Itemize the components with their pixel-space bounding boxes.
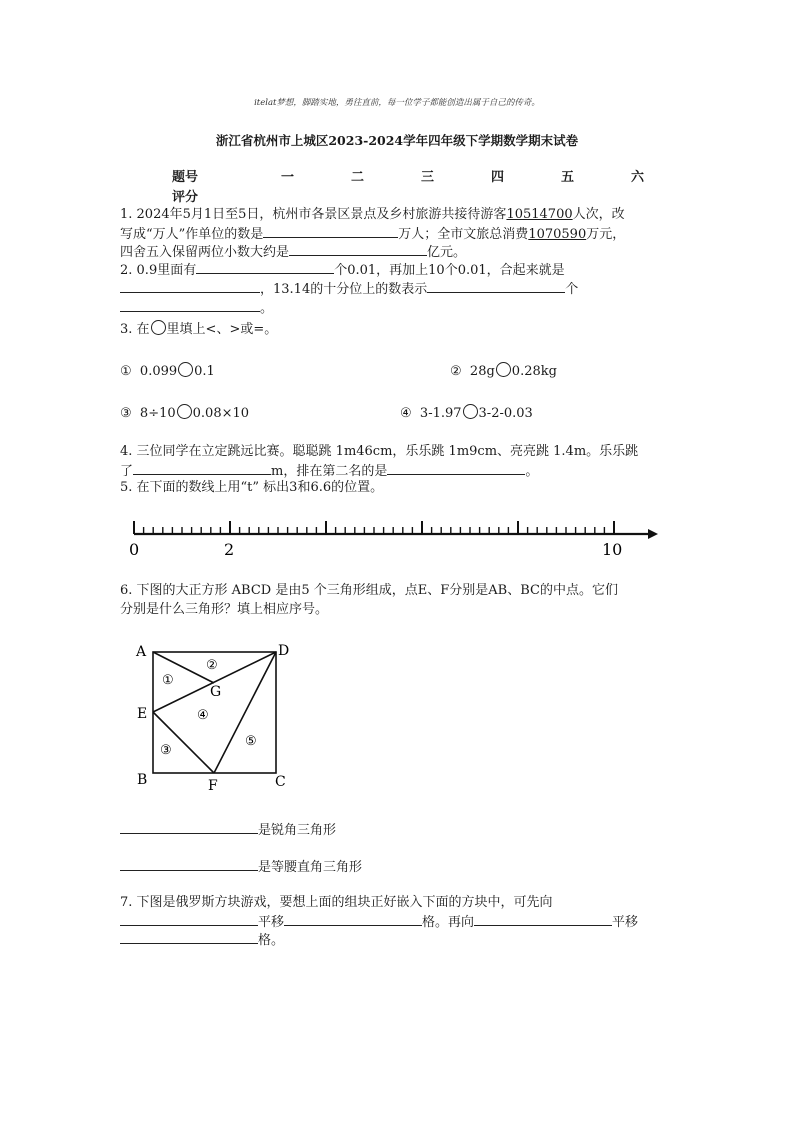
q2-blank-4[interactable] [120, 298, 260, 312]
q2-line2: ，13.14的十分位上的数表示 个 [120, 279, 578, 299]
region-1: ① [162, 673, 174, 688]
q7-blank-1[interactable] [120, 912, 258, 926]
q1-visitor-number: 10514700 [506, 207, 573, 222]
q3-item-2: ② 28g 0.28kg [450, 364, 557, 379]
point-c: C [275, 774, 286, 790]
compare-circle-3[interactable] [177, 404, 192, 419]
q2-blank-1[interactable] [196, 260, 334, 274]
q3-stem: 3. 在 里填上<、>或=。 [120, 322, 278, 337]
q2-blank-2[interactable] [120, 279, 260, 293]
q4-blank-1[interactable] [133, 461, 271, 475]
q6-blank-2[interactable] [120, 857, 258, 871]
compare-circle-1[interactable] [178, 362, 193, 377]
q6-line2: 分别是什么三角形？填上相应序号。 [120, 602, 329, 617]
q6-answer-2: 是等腰直角三角形 [120, 857, 362, 877]
point-d: D [278, 643, 290, 659]
region-2: ② [206, 658, 218, 673]
q7-line1: 7. 下图是俄罗斯方块游戏，要想上面的组块正好嵌入下面的方块中，可先向 [120, 895, 553, 910]
point-b: B [137, 772, 148, 788]
q2-line1: 2. 0.9里面有 个0.01，再加上10个0.01，合起来就是 [120, 260, 565, 280]
number-line-label-10: 10 [602, 540, 623, 559]
q4-line2: 了 m，排在第二名的是 。 [120, 461, 538, 481]
number-line-label-0: 0 [129, 540, 140, 559]
number-line-ticks [134, 521, 614, 534]
score-col-3: 三 [421, 170, 435, 185]
q2-blank-3[interactable] [427, 279, 565, 293]
score-col-2: 二 [351, 170, 365, 185]
q6-answer-1: 是锐角三角形 [120, 820, 336, 840]
point-f: F [208, 778, 218, 794]
number-line-label-2: 2 [224, 540, 235, 559]
q7-line3: 格。 [120, 930, 284, 950]
q4-line1: 4. 三位同学在立定跳远比赛。聪聪跳 1m46cm，乐乐跳 1m9cm、亮亮跳 1.4m。乐乐跳 [120, 444, 639, 459]
q7-line2: 平移 格。再向 平移 [120, 912, 638, 932]
score-table-row1-label: 题号 [172, 170, 199, 185]
number-line[interactable] [120, 512, 670, 562]
region-4: ④ [197, 708, 209, 723]
point-e: E [137, 706, 148, 722]
segment-df [214, 652, 276, 773]
q6-blank-1[interactable] [120, 820, 258, 834]
q1-blank-1[interactable] [263, 224, 398, 238]
region-5: ⑤ [245, 734, 257, 749]
score-col-4: 四 [491, 170, 505, 185]
point-g: G [210, 684, 222, 700]
score-col-6: 六 [631, 170, 645, 185]
q1-line2: 写成“万人”作单位的数是 万人；全市文旅总消费1070590万元， [120, 224, 625, 244]
q2-line3: 。 [120, 298, 273, 318]
q7-blank-4[interactable] [120, 930, 258, 944]
q1-blank-2[interactable] [289, 242, 427, 256]
exam-title: 浙江省杭州市上城区2023-2024学年四年级下学期数学期末试卷 [215, 133, 579, 148]
q5-stem: 5. 在下面的数线上用“t” 标出3和6.6的位置。 [120, 480, 384, 495]
q6-line1: 6. 下图的大正方形 ABCD 是由5 个三角形组成，点E、F分别是AB、BC的中点。它们 [120, 583, 618, 598]
point-a: A [136, 644, 147, 660]
score-table-row2-label: 评分 [172, 190, 199, 205]
q1-line3: 四舍五入保留两位小数大约是 亿元。 [120, 242, 466, 262]
motto: itelat梦想，脚踏实地，勇往直前，每一位学子都能创造出属于自己的传奇。 [254, 98, 540, 108]
score-col-1: 一 [281, 170, 295, 185]
compare-circle-2[interactable] [496, 362, 511, 377]
arrow-icon [648, 529, 658, 539]
region-3: ③ [160, 743, 172, 758]
q1-line1: 1. 2024年5月1日至5日，杭州市各景区景点及乡村旅游共接待游客10514700人次，改 [120, 207, 625, 222]
q7-blank-3[interactable] [474, 912, 612, 926]
q7-blank-2[interactable] [284, 912, 422, 926]
q3-item-1: ① 0.099 0.1 [120, 364, 215, 379]
q4-blank-2[interactable] [387, 461, 525, 475]
circle-icon [151, 320, 166, 335]
q3-item-3: ③ 8÷10 0.08×10 [120, 406, 250, 421]
square-diagram [130, 640, 300, 795]
q1-spending-number: 1070590 [528, 227, 587, 242]
compare-circle-4[interactable] [463, 404, 478, 419]
score-col-5: 五 [561, 170, 575, 185]
q3-item-4: ④ 3-1.97 3-2-0.03 [400, 406, 533, 421]
